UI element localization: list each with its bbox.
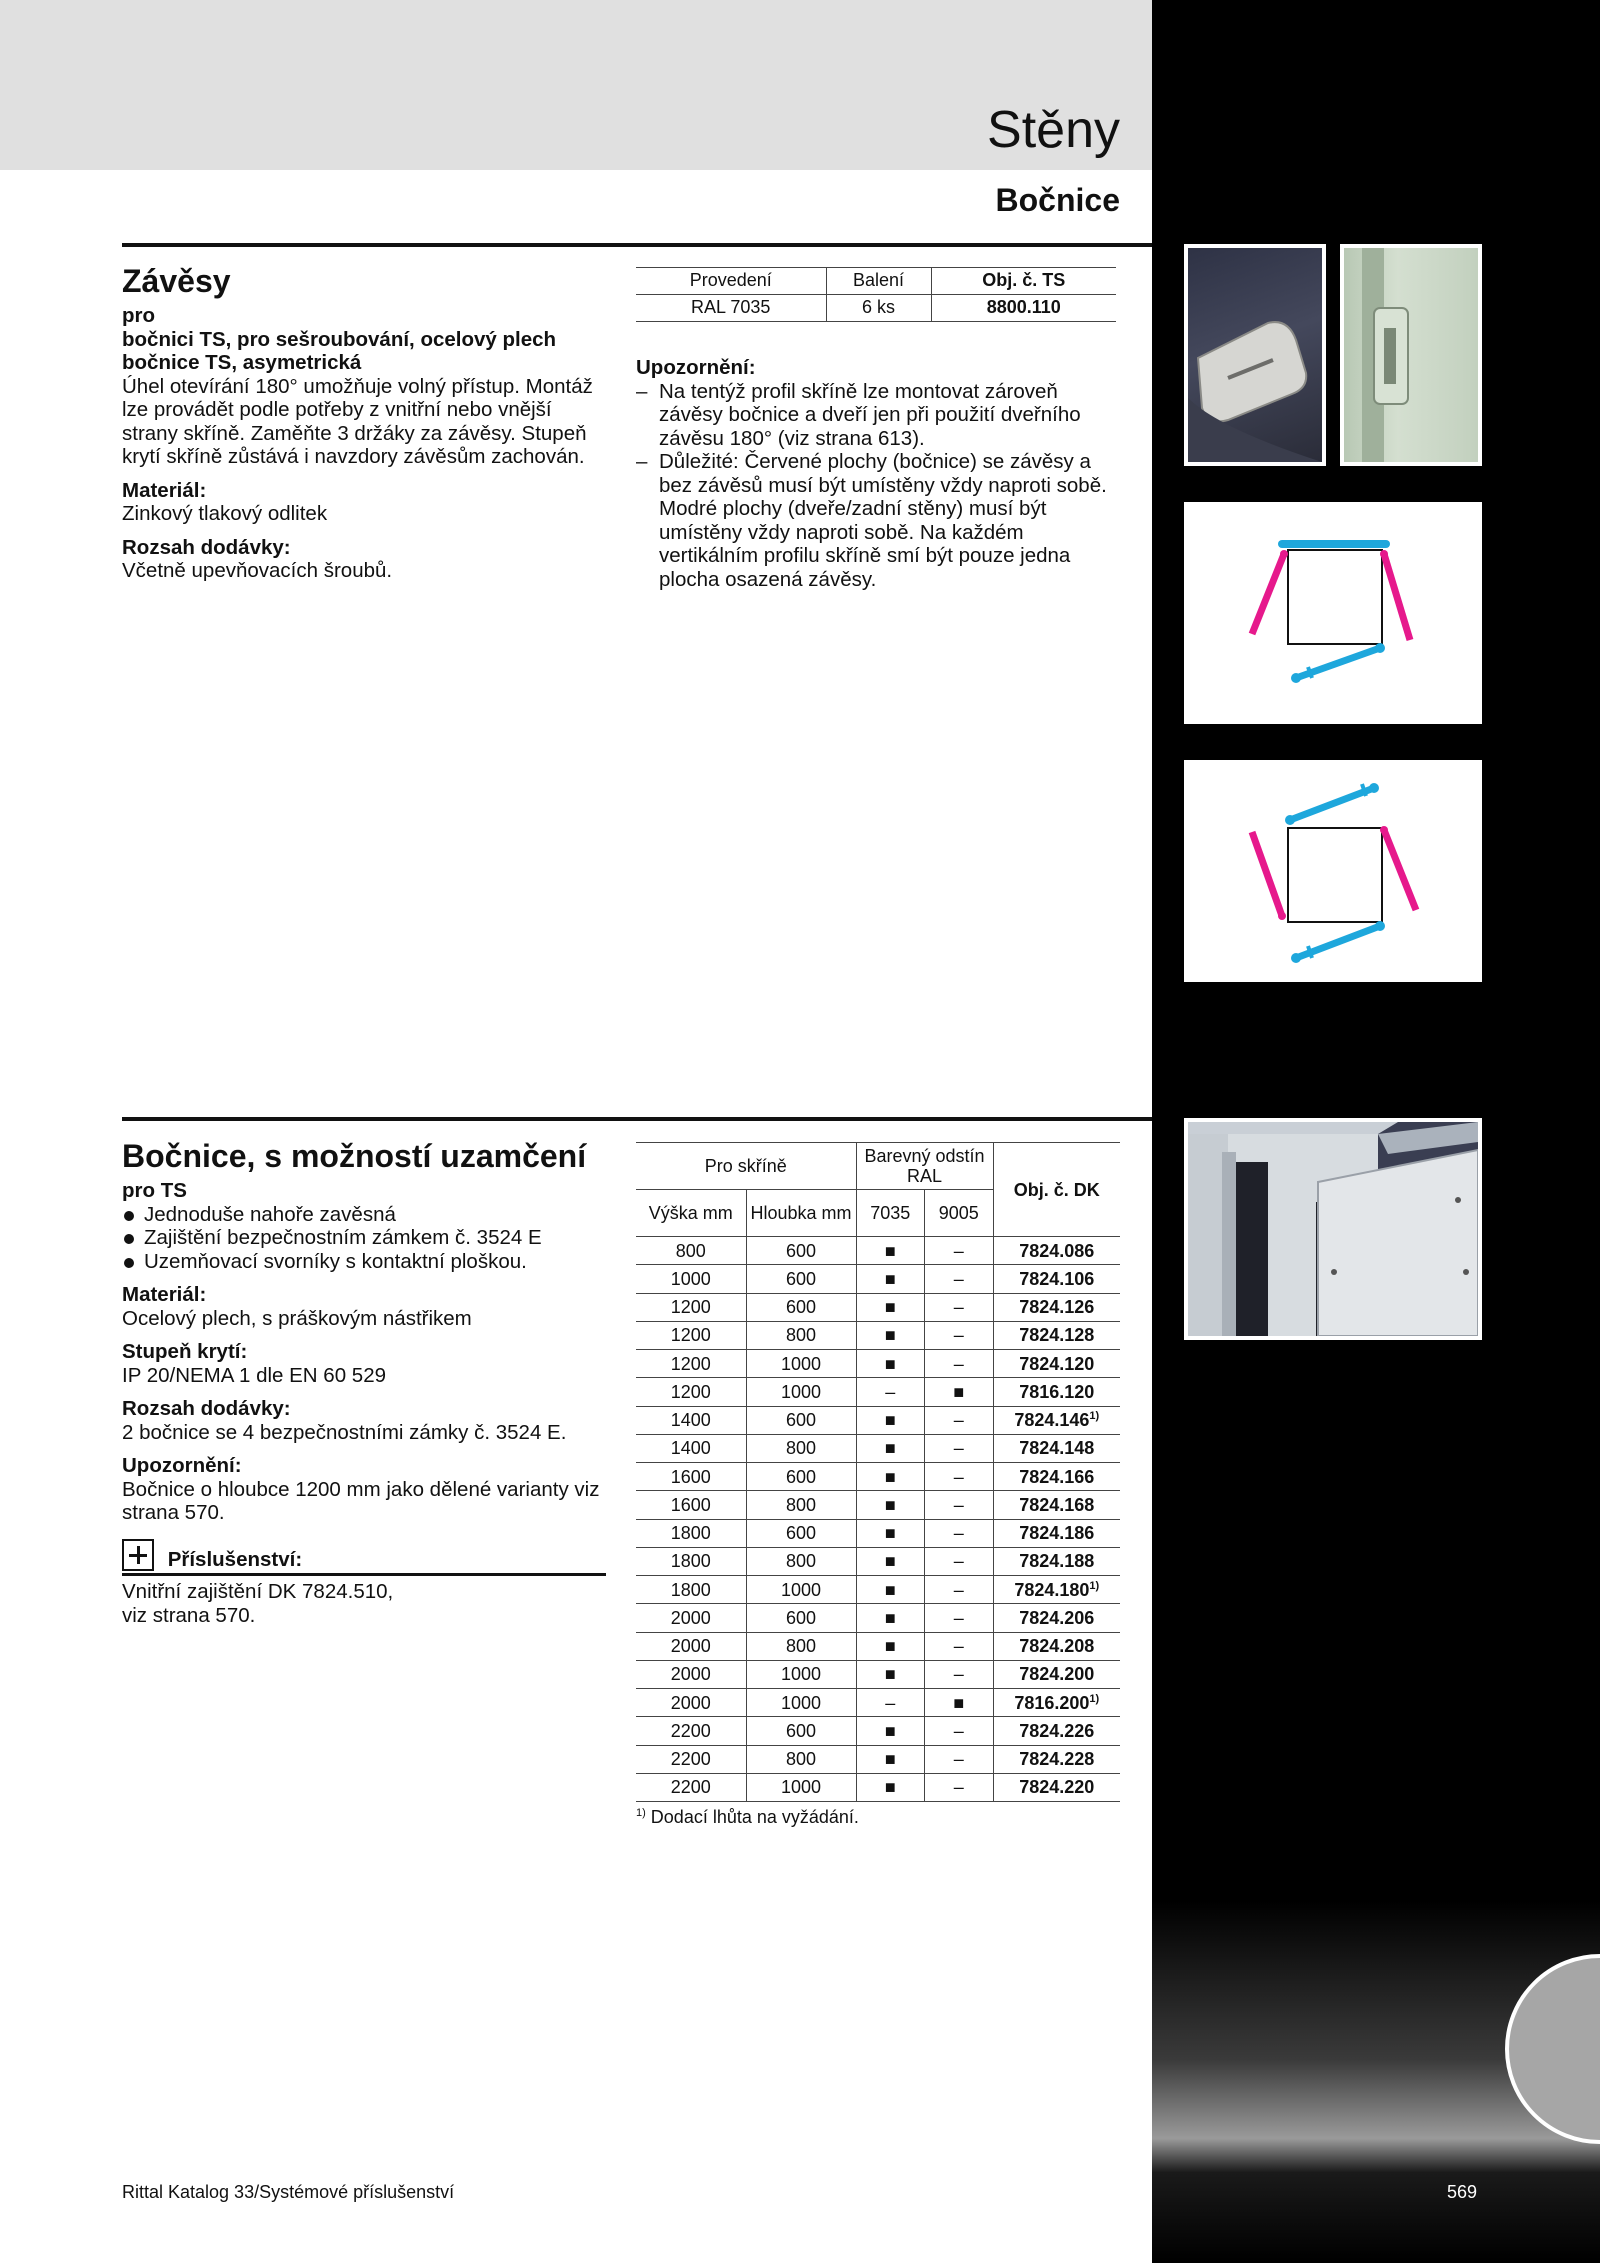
table-cell: – [925, 1237, 994, 1265]
table-body [636, 1237, 1120, 1802]
order-number-cell [993, 1321, 1120, 1349]
table-row [636, 1321, 1120, 1349]
accessories-value: Vnitřní zajištění DK 7824.510, viz strana 570. [122, 1580, 394, 1627]
panels-order-table [636, 1142, 1120, 1802]
table-cell: – [925, 1519, 994, 1547]
order-number-cell [993, 1660, 1120, 1688]
hinges-lead-1: bočnici TS, pro sešroubování, ocelový plech [122, 327, 557, 351]
table-cell: 800 [746, 1491, 856, 1519]
table-cell: 2000 [636, 1689, 746, 1717]
table-row [636, 1237, 1120, 1265]
table-cell: 1400 [636, 1406, 746, 1434]
order-number-cell [993, 1406, 1120, 1434]
table-cell: ■ [856, 1547, 925, 1575]
table-cell: – [925, 1660, 994, 1688]
hinges-lead-pro: pro [122, 304, 156, 327]
order-number: 7824.128 [1019, 1325, 1095, 1346]
hinge-icon [1188, 248, 1322, 462]
panel-photo [1184, 1118, 1482, 1340]
table-cell: ■ [925, 1689, 994, 1717]
table-cell: 1400 [636, 1434, 746, 1462]
table-row [636, 295, 1116, 322]
panels-delivery-value: 2 bočnice se 4 bezpečnostními zámky č. 3524 E. [122, 1420, 567, 1444]
table-cell: ■ [856, 1745, 925, 1773]
table-row [636, 1745, 1120, 1773]
table-row [636, 1519, 1120, 1547]
table-cell: 600 [746, 1463, 856, 1491]
table-cell: 800 [746, 1321, 856, 1349]
order-number-cell [993, 1265, 1120, 1293]
order-number-cell [993, 1350, 1120, 1378]
table-cell: 1000 [746, 1350, 856, 1378]
table-cell: ■ [925, 1378, 994, 1406]
table-cell: – [925, 1491, 994, 1519]
table-row [636, 1632, 1120, 1660]
page-subtitle: Bočnice [995, 182, 1120, 218]
table-cell: 600 [746, 1519, 856, 1547]
hinges-heading: Závěsy [122, 263, 231, 299]
hinges-order-column [636, 267, 1122, 591]
header-cell: Provedení [689, 270, 772, 291]
table-row [636, 1547, 1120, 1575]
hinge-photo-closeup [1184, 244, 1326, 466]
table-cell: ■ [856, 1717, 925, 1745]
header-cell: Výška mm [636, 1190, 746, 1237]
table-cell: 1200 [636, 1350, 746, 1378]
order-number-cell [993, 1632, 1120, 1660]
order-number-cell [993, 1434, 1120, 1462]
table-cell: – [925, 1434, 994, 1462]
order-number-cell [993, 1547, 1120, 1575]
order-number: 7824.168 [1019, 1494, 1095, 1515]
table-cell: – [925, 1463, 994, 1491]
panels-order-column [636, 1142, 1122, 1830]
table-cell: ■ [856, 1237, 925, 1265]
hinge-photo-mounted [1340, 244, 1482, 466]
section-rule-hinges [122, 243, 1152, 247]
table-cell: ■ [856, 1491, 925, 1519]
panels-note-label: Upozornění: [122, 1454, 242, 1477]
footnote-mark: 1) [636, 1807, 646, 1819]
table-row [636, 1434, 1120, 1462]
table-row [636, 1293, 1120, 1321]
table-cell: – [925, 1350, 994, 1378]
panels-note-value: Bočnice o hloubce 1200 mm jako dělené varianty viz strana 570. [122, 1477, 600, 1524]
hinges-note-label: Upozornění: [636, 356, 756, 379]
page-number: 569 [1447, 2182, 1478, 2202]
table-cell: 600 [746, 1265, 856, 1293]
table-cell: ■ [856, 1576, 925, 1604]
order-number-cell [993, 1491, 1120, 1519]
list-item: – Důležité: Červené plochy (bočnice) se závěsy a bez závěsů musí být umístěny vždy naproti sobě. Modré plochy (dveře/zadní stěny) musí být umístěny vždy naproti sobě. Na každém vertikálním profilu skříně smí být pouze jedna plocha osazená závěsy. [636, 450, 1122, 591]
section-rule-panels [122, 1117, 1152, 1121]
table-cell: ■ [856, 1434, 925, 1462]
table-cell: – [925, 1632, 994, 1660]
panels-delivery-label: Rozsah dodávky: [122, 1397, 291, 1420]
header-cell: Hloubka mm [746, 1190, 856, 1237]
table-header-row [636, 268, 1116, 295]
header-cell: Obj. č. TS [931, 268, 1116, 295]
order-number-cell [993, 1689, 1120, 1717]
table-cell: 1000 [746, 1660, 856, 1688]
table-cell: ■ [856, 1265, 925, 1293]
table-cell: 1200 [636, 1321, 746, 1349]
table-cell: 600 [746, 1293, 856, 1321]
table-cell: 600 [746, 1406, 856, 1434]
order-number-cell [993, 1773, 1120, 1801]
panels-material-value: Ocelový plech, s práškovým nástřikem [122, 1306, 472, 1330]
cabinet-panel-icon [1188, 1122, 1478, 1336]
table-cell: 600 [746, 1717, 856, 1745]
table-cell: ■ [856, 1604, 925, 1632]
order-number: 7824.188 [1019, 1551, 1095, 1572]
table-header-row [636, 1143, 1120, 1190]
panels-protection-value: IP 20/NEMA 1 dle EN 60 529 [122, 1363, 387, 1387]
table-cell: 2000 [636, 1632, 746, 1660]
table-cell: ■ [856, 1350, 925, 1378]
header-cell: Obj. č. DK [993, 1143, 1120, 1237]
table-row [636, 1378, 1120, 1406]
hinges-description [122, 262, 602, 583]
table-cell: – [925, 1576, 994, 1604]
hinges-desc: Úhel otevírání 180° umožňuje volný přístup. Montáž lze provádět podle potřeby z vnitřní nebo vnější strany skříně. Zaměňte 3 držáky za závěsy. Stupeň krytí skříně zůstává i navzdory závěsům zachován. [122, 374, 593, 468]
order-number-cell [993, 1463, 1120, 1491]
order-number-cell [993, 1745, 1120, 1773]
header-cell: 7035 [856, 1190, 925, 1237]
hinges-delivery-value: Včetně upevňovacích šroubů. [122, 559, 393, 582]
hinge-layout-diagram [1184, 760, 1482, 982]
table-cell: – [925, 1773, 994, 1801]
table-cell: 800 [746, 1632, 856, 1660]
order-number-cell [993, 1604, 1120, 1632]
hinges-material-label: Materiál: [122, 478, 207, 502]
table-row [636, 1689, 1120, 1717]
table-cell: 800 [636, 1237, 746, 1265]
table-cell: 6 ks [826, 295, 931, 322]
hinges-material-value: Zinkový tlakový odlitek [122, 502, 328, 525]
order-number: 7816.200 [1014, 1692, 1090, 1713]
hinges-order-table [636, 267, 1116, 322]
header-cell: Pro skříně [636, 1143, 856, 1190]
table-cell: 1800 [636, 1547, 746, 1575]
table-cell: – [925, 1604, 994, 1632]
footnote-mark: 1) [1089, 1579, 1100, 1592]
mounted-hinge-icon [1344, 248, 1478, 462]
panels-features [122, 1203, 608, 1274]
hinges-delivery-label: Rozsah dodávky: [122, 535, 291, 559]
footnote-text: Dodací lhůta na vyžádání. [650, 1807, 859, 1827]
table-cell: 2000 [636, 1604, 746, 1632]
table-cell: – [925, 1265, 994, 1293]
plus-icon [122, 1539, 154, 1571]
order-number: 7824.148 [1019, 1438, 1095, 1459]
footnote-mark: 1) [1089, 1410, 1100, 1423]
accessories-header [122, 1539, 606, 1577]
table-cell: 1000 [746, 1689, 856, 1717]
header-cell: Barevný odstín RAL [856, 1143, 993, 1190]
order-number: 7824.226 [1019, 1720, 1095, 1741]
order-number: 7824.186 [1019, 1523, 1095, 1544]
table-cell: 1000 [636, 1265, 746, 1293]
table-cell: 1800 [636, 1519, 746, 1547]
hinge-layout-diagram [1184, 502, 1482, 724]
order-number: 7824.166 [1019, 1466, 1095, 1487]
table-cell: ■ [856, 1293, 925, 1321]
table-cell: 1000 [746, 1576, 856, 1604]
table-cell: ■ [856, 1321, 925, 1349]
table-cell: 1000 [746, 1378, 856, 1406]
order-number-cell [993, 1717, 1120, 1745]
table-cell: ■ [856, 1660, 925, 1688]
table-cell: ■ [856, 1406, 925, 1434]
header-band [0, 0, 1152, 170]
order-number-cell [993, 1519, 1120, 1547]
panels-lead-pro: pro TS [122, 1179, 187, 1202]
table-cell: 1600 [636, 1463, 746, 1491]
table-row [636, 1604, 1120, 1632]
table-cell: – [856, 1378, 925, 1406]
order-number-cell [993, 1576, 1120, 1604]
table-cell: 800 [746, 1547, 856, 1575]
panels-description [122, 1137, 608, 1627]
table-cell: 800 [746, 1745, 856, 1773]
order-number: 7824.086 [1019, 1240, 1095, 1261]
table-cell: 800 [746, 1434, 856, 1462]
table-cell: RAL 7035 [691, 297, 771, 318]
header-cell: Balení [826, 268, 931, 295]
order-number: 7824.126 [1019, 1297, 1095, 1318]
order-number: 7824.208 [1019, 1636, 1095, 1657]
list-item: Jednoduše nahoře zavěsná [122, 1203, 608, 1227]
table-cell: – [925, 1717, 994, 1745]
table-row [636, 1717, 1120, 1745]
table-row [636, 1576, 1120, 1604]
table-cell: ■ [856, 1463, 925, 1491]
table-cell: 2200 [636, 1745, 746, 1773]
table-footnote [636, 1806, 1122, 1830]
header-cell: 9005 [925, 1190, 994, 1237]
panels-heading: Bočnice, s možností uzamčení [122, 1138, 587, 1174]
order-number: 7824.228 [1019, 1749, 1095, 1770]
table-row [636, 1773, 1120, 1801]
table-cell: ■ [856, 1632, 925, 1660]
table-cell: ■ [856, 1773, 925, 1801]
table-cell: – [925, 1547, 994, 1575]
order-number: 7824.106 [1019, 1268, 1095, 1289]
order-number: 7824.200 [1019, 1664, 1095, 1685]
table-cell: – [925, 1321, 994, 1349]
order-number-cell: 8800.110 [931, 295, 1116, 322]
list-item: Uzemňovací svorníky s kontaktní ploškou. [122, 1250, 608, 1274]
hinge-diagram-1 [1184, 502, 1482, 724]
table-cell: 1800 [636, 1576, 746, 1604]
table-row [636, 1265, 1120, 1293]
order-number: 7824.206 [1019, 1607, 1095, 1628]
table-cell: 1200 [636, 1293, 746, 1321]
table-cell: – [925, 1406, 994, 1434]
table-row [636, 1660, 1120, 1688]
list-item: Zajištění bezpečnostním zámkem č. 3524 E [122, 1226, 608, 1250]
table-cell: ■ [856, 1519, 925, 1547]
table-cell: 2200 [636, 1773, 746, 1801]
table-cell: – [925, 1745, 994, 1773]
panels-material-label: Materiál: [122, 1283, 207, 1306]
table-cell: – [925, 1293, 994, 1321]
page-title: Stěny [987, 101, 1120, 159]
order-number-cell [993, 1237, 1120, 1265]
order-number: 7824.180 [1014, 1579, 1090, 1600]
table-cell: 2000 [636, 1660, 746, 1688]
table-row [636, 1463, 1120, 1491]
table-row [636, 1350, 1120, 1378]
panels-protection-label: Stupeň krytí: [122, 1340, 248, 1363]
table-cell: 1200 [636, 1378, 746, 1406]
order-number: 7824.146 [1014, 1410, 1090, 1431]
table-row [636, 1491, 1120, 1519]
hinges-lead-2: bočnice TS, asymetrická [122, 351, 362, 374]
order-number-cell [993, 1293, 1120, 1321]
order-number-cell [993, 1378, 1120, 1406]
hinges-notes [636, 380, 1122, 592]
list-item: – Na tentýž profil skříně lze montovat zároveň závěsy bočnice a dveří jen při použití dveřního závěsu 180° (viz strana 613). [636, 380, 1122, 451]
table-cell: 600 [746, 1237, 856, 1265]
table-cell: 1000 [746, 1773, 856, 1801]
table-cell: – [856, 1689, 925, 1717]
footer-catalog: Rittal Katalog 33/Systémové příslušenství [122, 2182, 455, 2202]
footnote-mark: 1) [1089, 1692, 1100, 1705]
order-number: 7824.220 [1019, 1777, 1095, 1798]
accessories-label: Příslušenství: [167, 1547, 303, 1571]
table-row [636, 1406, 1120, 1434]
table-cell: 2200 [636, 1717, 746, 1745]
order-number: 7816.120 [1019, 1381, 1095, 1402]
hinge-diagram-2 [1184, 760, 1482, 982]
table-cell: 600 [746, 1604, 856, 1632]
table-cell: 1600 [636, 1491, 746, 1519]
order-number: 7824.120 [1019, 1353, 1095, 1374]
